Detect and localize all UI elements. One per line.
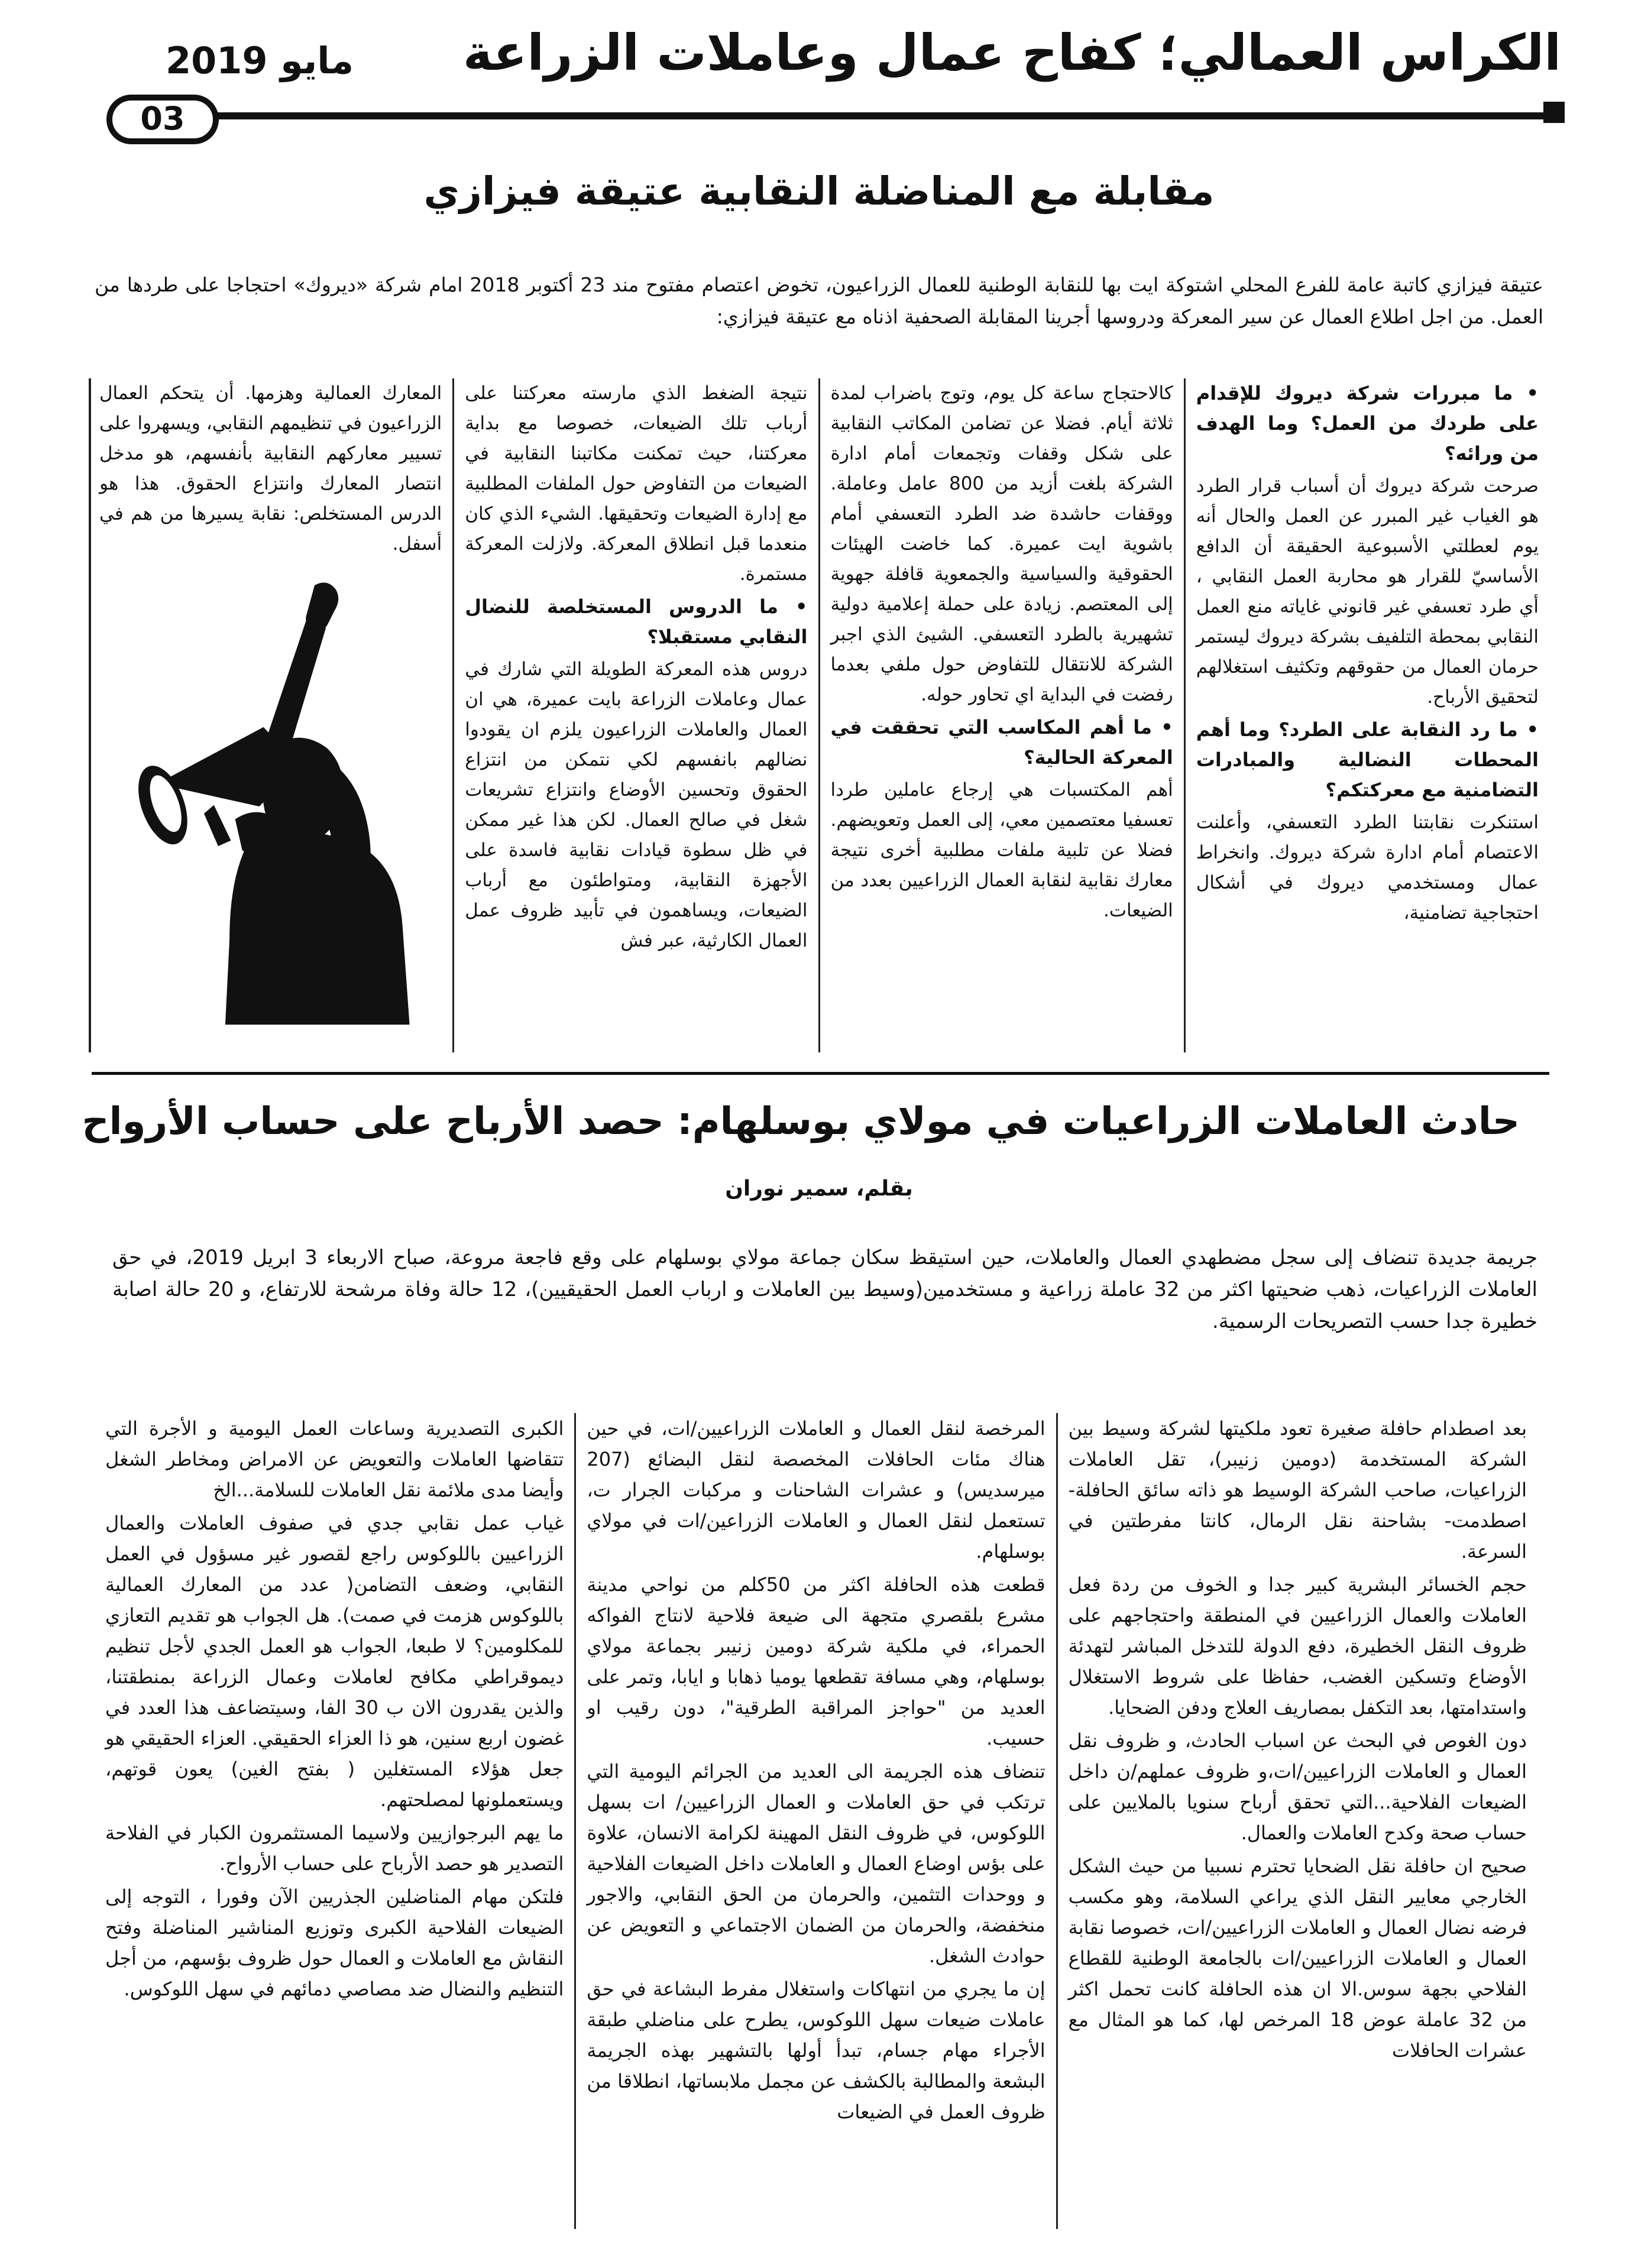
masthead — [89, 24, 1561, 137]
interview-question: • ما رد النقابة على الطرد؟ وما أهم المحطات النضالية والمبادرات التضامنية مع معركتكم؟ — [1196, 718, 1539, 801]
interview-column-3 — [454, 378, 820, 1052]
accident-column-1 — [1058, 1413, 1537, 2229]
publication-title: الكراس العمالي؛ كفاح عمال وعاملات الزراعة — [463, 24, 1561, 82]
article-paragraph: قطعت هذه الحافلة اكثر من 50كلم من نواحي مدينة مشرع بلقصري متجهة الى ضيعة فلاحية لانتاج الفواكه الحمراء، في ملكية شركة دومين زنيبر بجماعة مولاي بوسلهام، وهي مسافة تقطعها يوميا ذهابا و ايابا، وتمر على العديد من "حواجز المراقبة الطرقية"، دون رقيب او حسيب. — [587, 1573, 1045, 1749]
byline: بقلم، سمير نوران — [725, 1177, 913, 1201]
accident-column-2 — [576, 1413, 1057, 2229]
article-paragraph: صحيح ان حافلة نقل الضحايا تحترم نسبيا من حيث الشكل الخارجي معايير النقل الذي يراعي السلامة، وهو مكسب فرضه نضال العمال و العاملات الزراعيين/ات، خصوصا نقابة العمال و العاملات الزراعيين/ات بالجامعة الوطنية للقطاع الفلاحي بجهة سوس.الا ان هذه الحافلة كانت تحمل اكثر من 32 عاملة عوض 18 المرخص لها، كما هو المثال مع عشرات الحافلات — [1068, 1855, 1527, 2062]
interview-column-2 — [820, 378, 1186, 1052]
accident-column-3 — [95, 1413, 576, 2229]
interview-answer: نتيجة الضغط الذي مارسته معركتنا على أرباب تلك الضيعات، خصوصا مع بداية معركتنا، حيث تمكنت مكاتبنا النقابية في الضيعات من التفاوض حول الملفات المطلبية مع إدارة الضيعات وتحقيقها. الشيء الذي كان منعدما قبل انطلاق المعركة. ولازلت المعركة مستمرة. — [465, 383, 808, 585]
interview-box-border — [89, 378, 91, 1052]
woman-megaphone-silhouette-icon — [99, 571, 442, 1025]
article-paragraph: الكبرى التصديرية وساعات العمل اليومية و الأجرة التي تتقاضها العاملات والتعويض عن الامراض ومخاطر الشغل وأيضا مدى ملائمة نقل العاملات للسلامة...الخ — [105, 1417, 564, 1501]
page-number-badge: 03 — [106, 95, 219, 144]
article-paragraph: إن ما يجري من انتهاكات واستغلال مفرط البشاعة في حق عاملات ضيعات سهل اللوكوس، يطرح على مناضلي طبقة الأجراء مهام جسام، تبدأ أولها بالتشهير بهذه الجريمة البشعة والمطالبة بالكشف عن مجمل ملابساتها، انطلاقا من ظروف العمل في الضيعات — [587, 1978, 1045, 2123]
interview-intro: عتيقة فيزازي كاتبة عامة للفرع المحلي اشتوكة ايت بها للنقابة الوطنية للعمال الزراعيون، تخوض اعتصام مفتوح مند 23 أكتوبر 2018 امام شركة «ديروك» احتجاجا على طردها من العمل. من اجل اطلاع العمال عن سير المعركة ودروسها أجرينا المقابلة الصحفية اذناه مع عتيقة فيزازي: — [95, 273, 1543, 328]
article-paragraph: المرخصة لنقل العمال و العاملات الزراعيين/ات، في حين هناك مئات الحافلات المخصصة لنقل البضائع (207 ميرسديس) و عشرات الشاحنات و مركبات الجرار ت، تستعمل لنقل العمال و العاملات الزراعين/ات في مولاي بوسلهام. — [587, 1417, 1045, 1563]
article-paragraph: غياب عمل نقابي جدي في صفوف العاملات والعمال الزراعيين باللوكوس راجع لقصور غير مسؤول في العمل النقابي، وضعف التضامن( عدد من المعارك العمالية باللوكوس هزمت في صمت). هل الجواب هو تقديم التعازي للمكلومين؟ لا طبعا، الجواب هو العمل الجدي لأجل تنظيم ديموقراطي مكافح لعاملات وعمال الزراعة بمنطقتنا، والذين يقدرون الان ب 30 الفا، وسيتضاعف هذا العدد في غضون اربع سنين، هو ذا العزاء الحقيقي. العزاء الحقيقي هو جعل هؤلاء المستغلين ( بفتح الغين) يعون قوتهم، ويستعملونها لمصلحتهم. — [105, 1512, 564, 1811]
interview-column-4 — [89, 378, 454, 1052]
issue-date: مايو 2019 — [166, 39, 354, 82]
masthead-rule-square — [1543, 102, 1565, 123]
section-divider — [92, 1072, 1549, 1075]
article-paragraph: بعد اصطدام حافلة صغيرة تعود ملكيتها لشركة وسيط بين الشركة المستخدمة (دومين زنيبر)، تقل العاملات الزراعيات، صاحب الشركة الوسيط هو ذاته سائق الحافلة-اصطدمت- بشاحنة نقل الرمال، كانتا مفرطتين في السرعة. — [1068, 1417, 1527, 1563]
interview-question: • ما أهم المكاسب التي تحققت في المعركة الحالية؟ — [830, 716, 1173, 769]
accident-headline: حادث العاملات الزراعيات في مولاي بوسلهام: حصد الأرباح على حساب الأرواح — [82, 1100, 1520, 1143]
megaphone-illustration — [99, 559, 442, 1052]
masthead-rule — [177, 112, 1561, 119]
article-paragraph: حجم الخسائر البشرية كبير جدا و الخوف من ردة فعل العاملات والعمال الزراعيين في المنطقة واحتجاجهم على ظروف النقل الخطيرة، دفع الدولة للتدخل المباشر لتهدئة الأوضاع وتسكين الغضب، حفاظا على شروط الاستغلال واستدامتها، بعد التكفل بمصاريف العلاج ودفن الضحايا. — [1068, 1573, 1527, 1719]
article-paragraph: فلتكن مهام المناضلين الجذريين الآن وفورا ، التوجه إلى الضيعات الفلاحية الكبرى وتوزيع المناشير المناضلة وفتح النقاش مع العاملات و العمال حول ظروف بؤسهم، من أجل التنظيم والنضال ضد مصاصي دمائهم في سهل اللوكوس. — [105, 1885, 564, 2000]
article-paragraph: دون الغوص في البحث عن اسباب الحادث، و ظروف نقل العمال و العاملات الزراعيين/ات،و ظروف عملهم/ن داخل الضيعات الفلاحية...التي تحقق أرباح سنويا بالملايين على حساب صحة وكدح العاملات والعمال. — [1068, 1729, 1527, 1844]
interview-answer: صرحت شركة ديروك أن أسباب قرار الطرد هو الغياب غير المبرر عن العمل والحال أنه يوم لعطلتي الأسبوعية الحقيقة أن الدافع الأساسيّ للقرار هو محاربة العمل النقابي ، أي طرد تعسفي غير قانوني غاياته منع العمل النقابي بمحطة التلفيف بشركة ديروك ليستمر حرمان العمال من حقوقهم وتكثيف استغلالهم لتحقيق الأرباح. — [1196, 475, 1539, 708]
interview-answer: استنكرت نقابتنا الطرد التعسفي، وأعلنت الاعتصام أمام ادارة شركة ديروك. وانخراط عمال ومستخدمي ديروك في أشكال احتجاجية تضامنية، — [1196, 812, 1539, 924]
interview-answer: أهم المكتسبات هي إرجاع عاملين طردا تعسفيا معتصمين معي، إلى العمل وتعويضهم. فضلا عن تلبية ملفات مطلبية أخرى نتيجة معارك نقابية لنقابة العمال الزراعيين بعدد من الضيعات. — [830, 779, 1173, 921]
interview-answer: دروس هذه المعركة الطويلة التي شارك في عمال وعاملات الزراعة بايت عميرة، هي ان العمال والعاملات الزراعيون يلزم ان يقودوا نضالهم بانفسهم لكي نتمكن من انتزاع الحقوق وتحسين الأوضاع وانتزاع تشريعات شغل في صالح العمال. لكن هذا غير ممكن في ظل سطوة قيادات نقابية فاسدة على الأجهزة النقابية، ومتواطئون مع أرباب الضيعات، ويساهمون في تأبيد ظروف عمل العمال الكارثية، عبر فش — [465, 659, 808, 951]
interview-question: • ما مبررات شركة ديروك للإقدام على طردك من العمل؟ وما الهدف من ورائه؟ — [1196, 382, 1539, 465]
interview-answer: المعارك العمالية وهزمها. أن يتحكم العمال الزراعيون في تنظيمهم النقابي، ويسهروا على تسيير معاركهم النقابية بأنفسهم، هو مدخل انتصار المعارك وانتزاع الحقوق. هذا هو الدرس المستخلص: نقابة يسيرها من هم في أسفل. — [99, 383, 442, 555]
interview-headline: مقابلة مع المناضلة النقابية عتيقة فيزازي — [423, 169, 1215, 214]
accident-columns — [95, 1413, 1537, 2229]
interview-columns — [89, 378, 1549, 1052]
interview-column-1 — [1186, 378, 1549, 1052]
interview-question: • ما الدروس المستخلصة للنضال النقابي مستقبلا؟ — [465, 595, 808, 648]
accident-intro: جريمة جديدة تنضاف إلى سجل مضطهدي العمال والعاملات، حين استيقظ سكان جماعة مولاي بوسلهام على وقع فاجعة مروعة، صباح الاربعاء 3 ابريل 2019، في حق العاملات الزراعيات، ذهب ضحيتها اكثر من 32 عاملة زراعية و مستخدمين(وسيط بين العاملات و ارباب العمل الحقيقيين)، 12 حالة وفاة مرشحة للارتفاع، و 20 حالة اصابة خطيرة جدا حسب التصريحات الرسمية. — [112, 1246, 1538, 1333]
article-paragraph: ما يهم البرجوازيين ولاسيما المستثمرون الكبار في الفلاحة التصدير هو حصد الأرباح على حساب الأرواح. — [105, 1822, 564, 1875]
article-paragraph: تنضاف هذه الجريمة الى العديد من الجرائم اليومية التي ترتكب في حق العاملات و العمال الزراعيين/ ات بسهل اللوكوس، في ظروف النقل المهينة لكرامة الانسان، علاوة على بؤس اوضاع العمال و العاملات داخل الضيعات الفلاحية و ووحدات التثمين، والحرمان من الحق النقابي، والاجور منخفضة، والحرمان من الضمان الاجتماعي و التعويض عن حوادث الشغل. — [587, 1760, 1045, 1967]
interview-answer: كالاحتجاج ساعة كل يوم، وتوج باضراب لمدة ثلاثة أيام. فضلا عن تضامن المكاتب النقابية على شكل وقفات وتجمعات أمام ادارة الشركة بلغت أزيد من 800 عامل وعاملة. ووقفات حاشدة ضد الطرد التعسفي أمام باشوية ايت عميرة. كما خاضت الهيئات الحقوقية والسياسية والجمعوية قافلة جهوية إلى المعتصم. زيادة على حملة إعلامية دولية تشهيرية بالطرد التعسفي. الشيئ الذي اجبر الشركة للانتقال للتفاوض حول ملفي بعدما رفضت في البداية اي تحاور حوله. — [830, 383, 1173, 705]
